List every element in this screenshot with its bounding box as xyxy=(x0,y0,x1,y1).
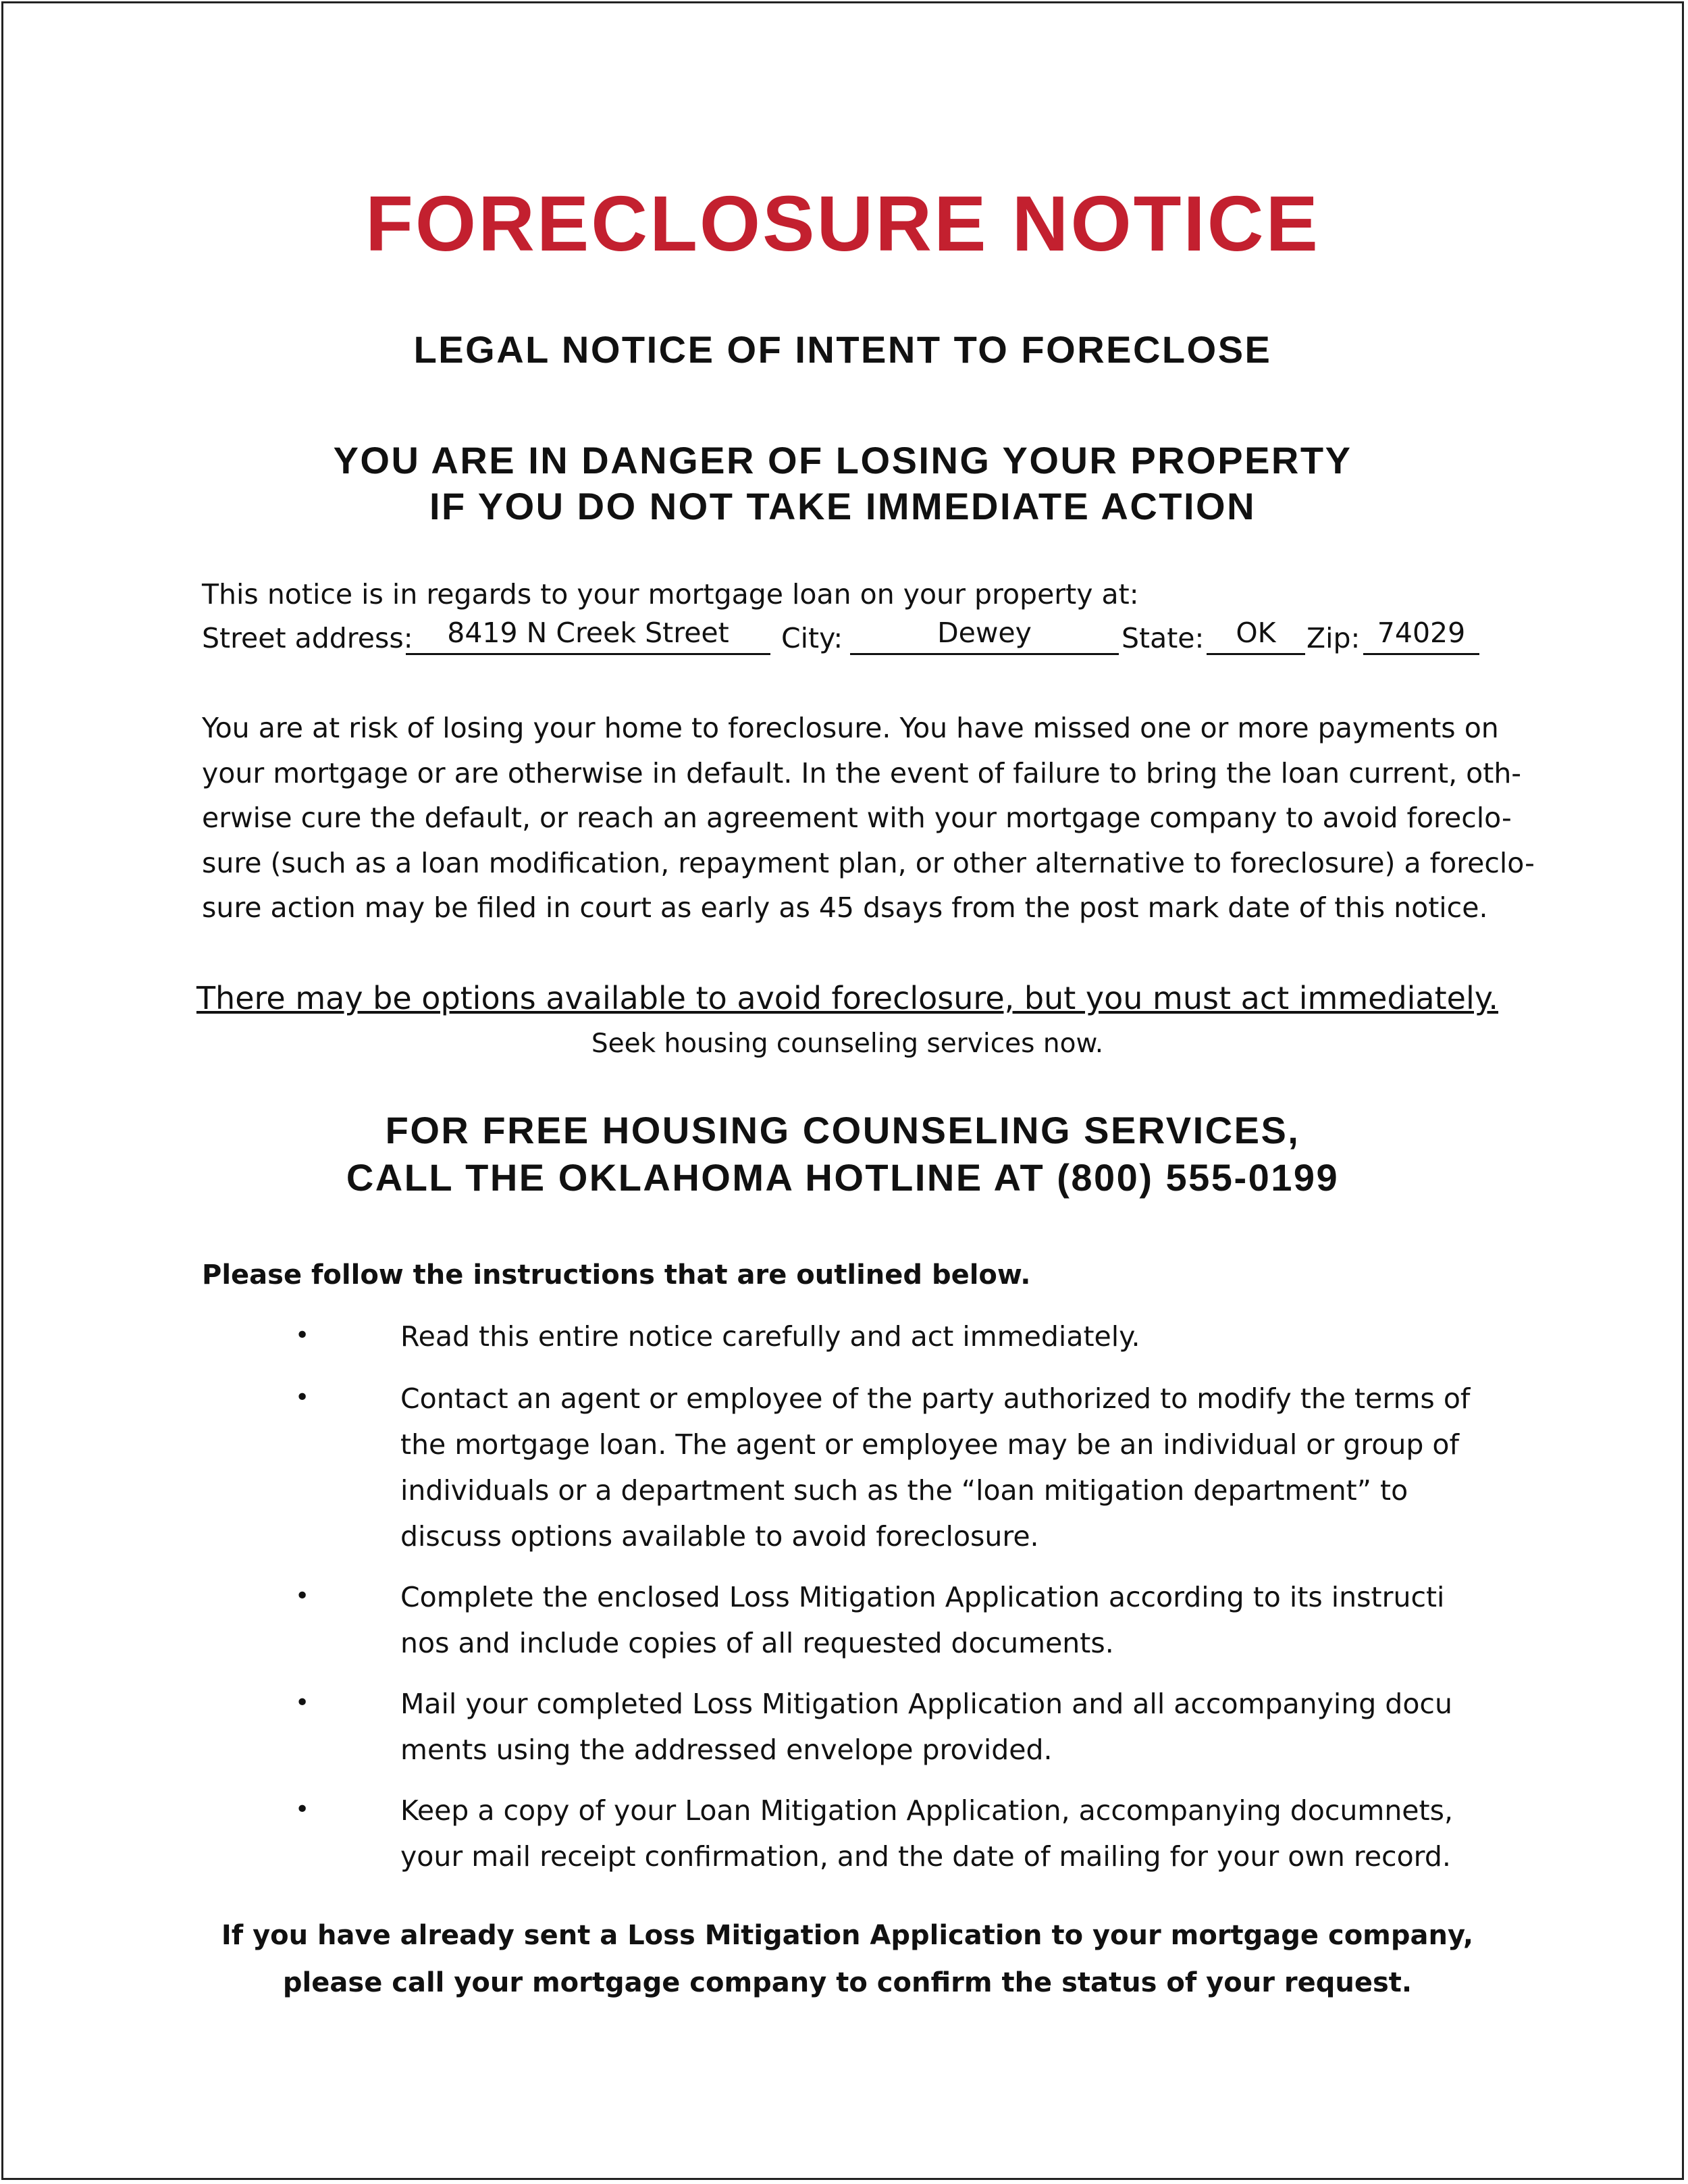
list-item-text: discuss options available to avoid foreclosure. xyxy=(400,1520,1039,1553)
zip-label: Zip: xyxy=(1307,622,1361,654)
list-item-text: nos and include copies of all requested documents. xyxy=(400,1627,1114,1659)
address-row xyxy=(202,618,1519,658)
danger-heading-line-1: YOU ARE IN DANGER OF LOSING YOUR PROPERTY xyxy=(333,439,1352,482)
page-title: FORECLOSURE NOTICE xyxy=(365,180,1320,267)
list-item-text: Contact an agent or employee of the party authorized to modify the terms of xyxy=(400,1382,1471,1415)
city-value: Dewey xyxy=(850,613,1119,655)
bullet-icon: • xyxy=(295,1796,310,1823)
seek-counseling-line: Seek housing counseling services now. xyxy=(591,1029,1104,1059)
intro-text: This notice is in regards to your mortgage loan on your property at: xyxy=(202,578,1139,610)
options-callout: There may be options available to avoid foreclosure, but you must act immediately. xyxy=(196,980,1499,1016)
street-value: 8419 N Creek Street xyxy=(406,613,770,655)
risk-paragraph-line: sure (such as a loan modification, repayment plan, or other alternative to foreclosure) a foreclo- xyxy=(202,846,1535,879)
list-item-text: Keep a copy of your Loan Mitigation Application, accompanying documnets, xyxy=(400,1794,1454,1827)
bullet-icon: • xyxy=(295,1384,310,1411)
zip-value: 74029 xyxy=(1363,613,1479,655)
list-item-text: individuals or a department such as the “loan mitigation department” to xyxy=(400,1474,1408,1507)
instructions-heading: Please follow the instructions that are outlined below. xyxy=(202,1259,1031,1291)
closing-line-1: If you have already sent a Loss Mitigation Application to your mortgage company, xyxy=(221,1920,1474,1951)
bullet-icon: • xyxy=(295,1322,310,1349)
risk-paragraph-line: You are at risk of losing your home to foreclosure. You have missed one or more payments on xyxy=(202,712,1499,744)
notice-page xyxy=(1,1,1684,2180)
list-item-text: Mail your completed Loss Mitigation Application and all accompanying docu xyxy=(400,1688,1452,1720)
risk-paragraph xyxy=(202,706,1535,931)
legal-notice-heading: LEGAL NOTICE OF INTENT TO FORECLOSE xyxy=(413,328,1272,371)
list-item-text: Complete the enclosed Loss Mitigation Application according to its instructi xyxy=(400,1581,1445,1613)
bullet-icon: • xyxy=(295,1689,310,1717)
closing-line-2: please call your mortgage company to confirm the status of your request. xyxy=(282,1967,1413,1998)
risk-paragraph-line: erwise cure the default, or reach an agreement with your mortgage company to avoid foreclo- xyxy=(202,802,1512,834)
city-label: City: xyxy=(781,622,843,654)
risk-paragraph-line: sure action may be filed in court as early as 45 dsays from the post mark date of this notice. xyxy=(202,891,1488,924)
street-label: Street address: xyxy=(202,622,413,654)
risk-paragraph-line: your mortgage or are otherwise in default. In the event of failure to bring the loan current, oth- xyxy=(202,756,1522,789)
list-item-text: your mail receipt confirmation, and the date of mailing for your own record. xyxy=(400,1840,1451,1873)
list-item-text: ments using the addressed envelope provided. xyxy=(400,1734,1053,1766)
hotline-heading-line-2: CALL THE OKLAHOMA HOTLINE AT (800) 555-0199 xyxy=(346,1156,1340,1199)
hotline-heading-line-1: FOR FREE HOUSING COUNSELING SERVICES, xyxy=(385,1109,1300,1151)
state-value: OK xyxy=(1207,613,1305,655)
bullet-icon: • xyxy=(295,1582,310,1610)
danger-heading-line-2: IF YOU DO NOT TAKE IMMEDIATE ACTION xyxy=(429,485,1257,527)
list-item-text: the mortgage loan. The agent or employee may be an individual or group of xyxy=(400,1428,1459,1461)
list-item-text: Read this entire notice carefully and act immediately. xyxy=(400,1320,1140,1353)
state-label: State: xyxy=(1122,622,1205,654)
